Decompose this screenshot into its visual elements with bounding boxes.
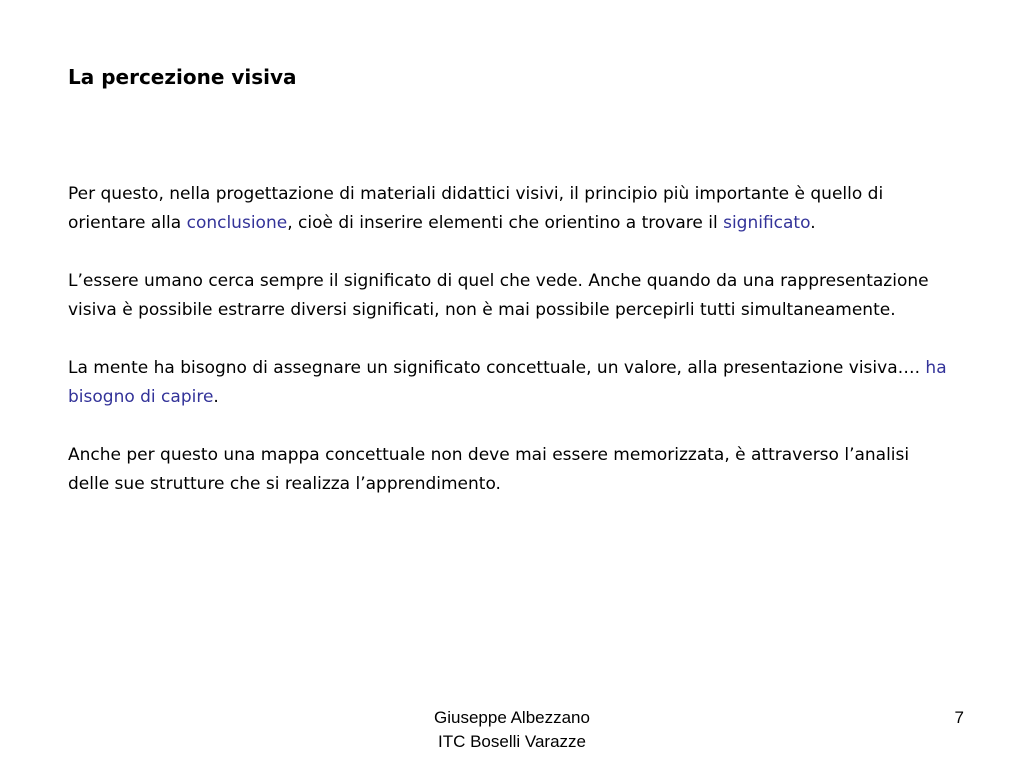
paragraph-1: [68, 180, 948, 238]
paragraph-3-text-1: La mente ha bisogno di assegnare un significato concettuale, un valore, alla presentazione visiva….: [68, 358, 926, 378]
paragraph-3-text-2: .: [213, 387, 219, 407]
paragraph-1-text-2: , cioè di inserire elementi che orientino a trovare il: [287, 213, 724, 233]
highlight-ha-bisogno-di-capire: ha bisogno di capire: [68, 358, 947, 407]
footer-school-name: ITC Boselli Varazze: [437, 732, 586, 751]
highlight-conclusione: conclusione: [186, 213, 288, 233]
paragraph-1-text-1: Per questo, nella progettazione di materiali didattici visivi, il principio più importante è quello di orientare alla: [68, 184, 884, 233]
page-number: 7: [954, 708, 964, 727]
paragraph-4: Anche per questo una mappa concettuale non deve mai essere memorizzata, è attraverso l’analisi delle sue strutture che si realizza l’apprendimento.: [68, 445, 910, 494]
highlight-significato: significato: [723, 213, 811, 233]
footer-author-name: Giuseppe Albezzano: [434, 708, 590, 727]
paragraph-1-text-3: .: [810, 213, 816, 233]
slide-body: [68, 180, 948, 528]
paragraph-2: L’essere umano cerca sempre il significato di quel che vede. Anche quando da una rappresentazione visiva è possibile estrarre diversi significati, non è mai possibile percepirli tutti simultaneamente.: [68, 271, 929, 320]
paragraph-3: [68, 354, 948, 412]
slide-title: La percezione visiva: [68, 65, 297, 89]
footer-author-block: [400, 706, 624, 754]
